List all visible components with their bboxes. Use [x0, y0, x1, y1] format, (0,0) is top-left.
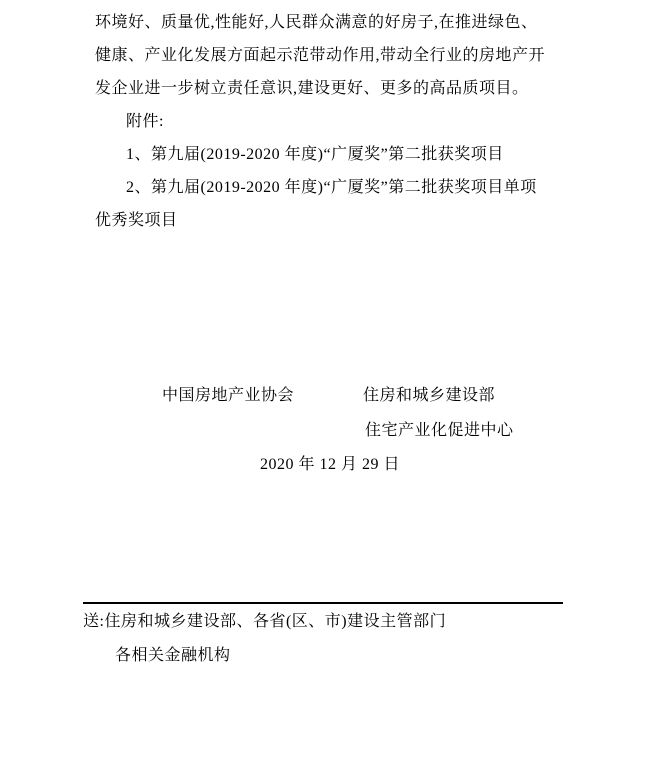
signature-org-right-line1: 住房和城乡建设部	[363, 387, 496, 404]
signature-date: 2020 年 12 月 29 日	[260, 456, 401, 473]
footer-cc-line-2: 各相关金融机构	[115, 647, 231, 664]
attachment-item-1: 1、第九届(2019-2020 年度)“广厦奖”第二批获奖项目	[126, 146, 504, 163]
paragraph-line-3: 发企业进一步树立责任意识,建设更好、更多的高品质项目。	[95, 80, 529, 97]
footer-cc-line-1: 送:住房和城乡建设部、各省(区、市)建设主管部门	[83, 613, 447, 630]
paragraph-line-1: 环境好、质量优,性能好,人民群众满意的好房子,在推进绿色、	[95, 14, 538, 31]
signature-org-left: 中国房地产业协会	[162, 387, 295, 404]
document-body	[95, 6, 605, 237]
attachment-item-2: 2、第九届(2019-2020 年度)“广厦奖”第二批获奖项目单项	[126, 179, 537, 196]
paragraph-line-2: 健康、产业化发展方面起示范带动作用,带动全行业的房地产开	[95, 47, 546, 64]
footer-divider-line	[83, 602, 563, 604]
attachment-item-2-continuation: 优秀奖项目	[95, 212, 178, 229]
attachment-label: 附件:	[126, 113, 164, 130]
signature-org-right-line2: 住宅产业化促进中心	[365, 422, 514, 439]
